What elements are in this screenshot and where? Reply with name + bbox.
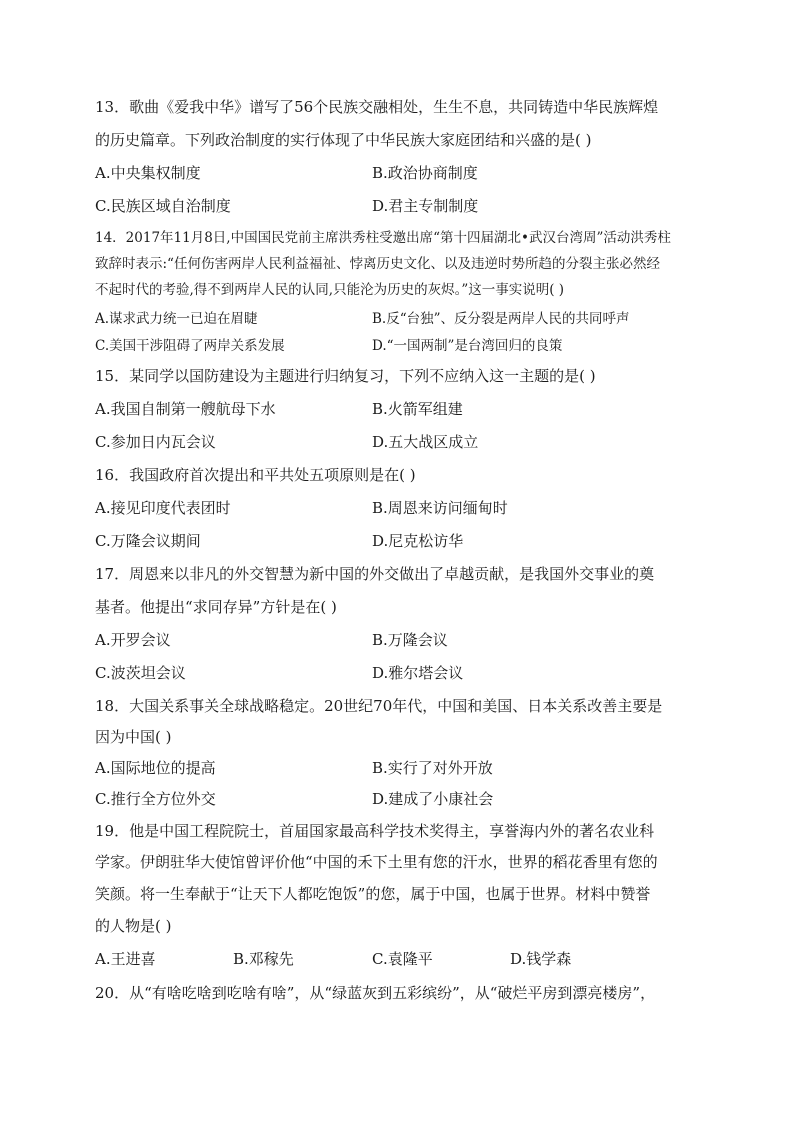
q14-line-3: 不起时代的考验,得不到两岸人民的认同,只能沦为历史的灰烬。”这一事实说明( ) — [95, 282, 565, 298]
q16-line-1: 16．我国政府首次提出和平共处五项原则是在( ) — [95, 466, 416, 484]
q16-option-c[interactable]: C.万隆会议期间 — [95, 532, 201, 550]
q13-option-c[interactable]: C.民族区域自治制度 — [95, 197, 231, 215]
q19-line-1: 19．他是中国工程院院士，首届国家最高科学技术奖得主，享誉海内外的著名农业科 — [95, 822, 655, 840]
q19-line-4: 的人物是( ) — [95, 917, 172, 935]
q18-option-a[interactable]: A.国际地位的提高 — [95, 759, 216, 777]
q18-line-1: 18．大国关系事关全球战略稳定。20世纪70年代，中国和美国、日本关系改善主要是 — [95, 697, 663, 715]
q17-line-2: 基者。他提出“求同存异”方针是在( ) — [95, 598, 337, 616]
q13-option-a[interactable]: A.中央集权制度 — [95, 164, 201, 182]
q16-option-b[interactable]: B.周恩来访问缅甸时 — [372, 499, 508, 517]
q19-option-a[interactable]: A.王进喜 — [95, 950, 156, 968]
q17-option-a[interactable]: A.开罗会议 — [95, 631, 171, 649]
q16-option-d[interactable]: D.尼克松访华 — [372, 532, 464, 550]
q14-line-2: 致辞时表示:“任何伤害两岸人民利益福祉、悖离历史文化、以及违逆时势所趋的分裂主张必然经 — [95, 256, 660, 272]
q14-option-a[interactable]: A.谋求武力统一已迫在眉睫 — [95, 311, 258, 327]
q14-option-c[interactable]: C.美国干涉阻碍了两岸关系发展 — [95, 338, 285, 354]
q17-option-b[interactable]: B.万隆会议 — [372, 631, 448, 649]
q17-option-c[interactable]: C.波茨坦会议 — [95, 664, 186, 682]
q13-option-d[interactable]: D.君主专制制度 — [372, 197, 479, 215]
q15-option-d[interactable]: D.五大战区成立 — [372, 433, 479, 451]
q19-option-d[interactable]: D.钱学森 — [510, 950, 572, 968]
q14-option-d[interactable]: D.“一国两制”是台湾回归的良策 — [372, 338, 563, 354]
q19-option-b[interactable]: B.邓稼先 — [233, 950, 294, 968]
q18-option-b[interactable]: B.实行了对外开放 — [372, 759, 493, 777]
q20-line-1: 20．从“有啥吃啥到吃啥有啥”，从“绿蓝灰到五彩缤纷”，从“破烂平房到漂亮楼房”， — [95, 984, 656, 1002]
q19-line-2: 学家。伊朗驻华大使馆曾评价他“中国的禾下土里有您的汗水，世界的稻花香里有您的 — [95, 853, 658, 871]
q18-option-c[interactable]: C.推行全方位外交 — [95, 790, 216, 808]
q13-option-b[interactable]: B.政治协商制度 — [372, 164, 478, 182]
q15-option-c[interactable]: C.参加日内瓦会议 — [95, 433, 216, 451]
q15-option-a[interactable]: A.我国自制第一艘航母下水 — [95, 400, 276, 418]
q14-option-b[interactable]: B.反“台独”、反分裂是两岸人民的共同呼声 — [372, 311, 630, 327]
q19-option-c[interactable]: C.袁隆平 — [372, 950, 433, 968]
q19-line-3: 笑颜。将一生奉献于“让天下人都吃饱饭”的您，属于中国，也属于世界。材料中赞誉 — [95, 885, 651, 903]
q14-line-1: 14．2017年11月8日,中国国民党前主席洪秀柱受邀出席“第十四届湖北•武汉台湾周”活动洪秀柱 — [95, 230, 671, 246]
q17-line-1: 17．周恩来以非凡的外交智慧为新中国的外交做出了卓越贡献，是我国外交事业的奠 — [95, 565, 655, 583]
q13-line-1: 13．歌曲《爱我中华》谱写了56个民族交融相处，生生不息，共同铸造中华民族辉煌 — [95, 98, 659, 116]
q15-line-1: 15．某同学以国防建设为主题进行归纳复习，下列不应纳入这一主题的是( ) — [95, 367, 596, 385]
q17-option-d[interactable]: D.雅尔塔会议 — [372, 664, 464, 682]
q18-line-2: 因为中国( ) — [95, 728, 172, 746]
q18-option-d[interactable]: D.建成了小康社会 — [372, 790, 494, 808]
q16-option-a[interactable]: A.接见印度代表团时 — [95, 499, 231, 517]
q15-option-b[interactable]: B.火箭军组建 — [372, 400, 463, 418]
q13-line-2: 的历史篇章。下列政治制度的实行体现了中华民族大家庭团结和兴盛的是( ) — [95, 131, 592, 149]
